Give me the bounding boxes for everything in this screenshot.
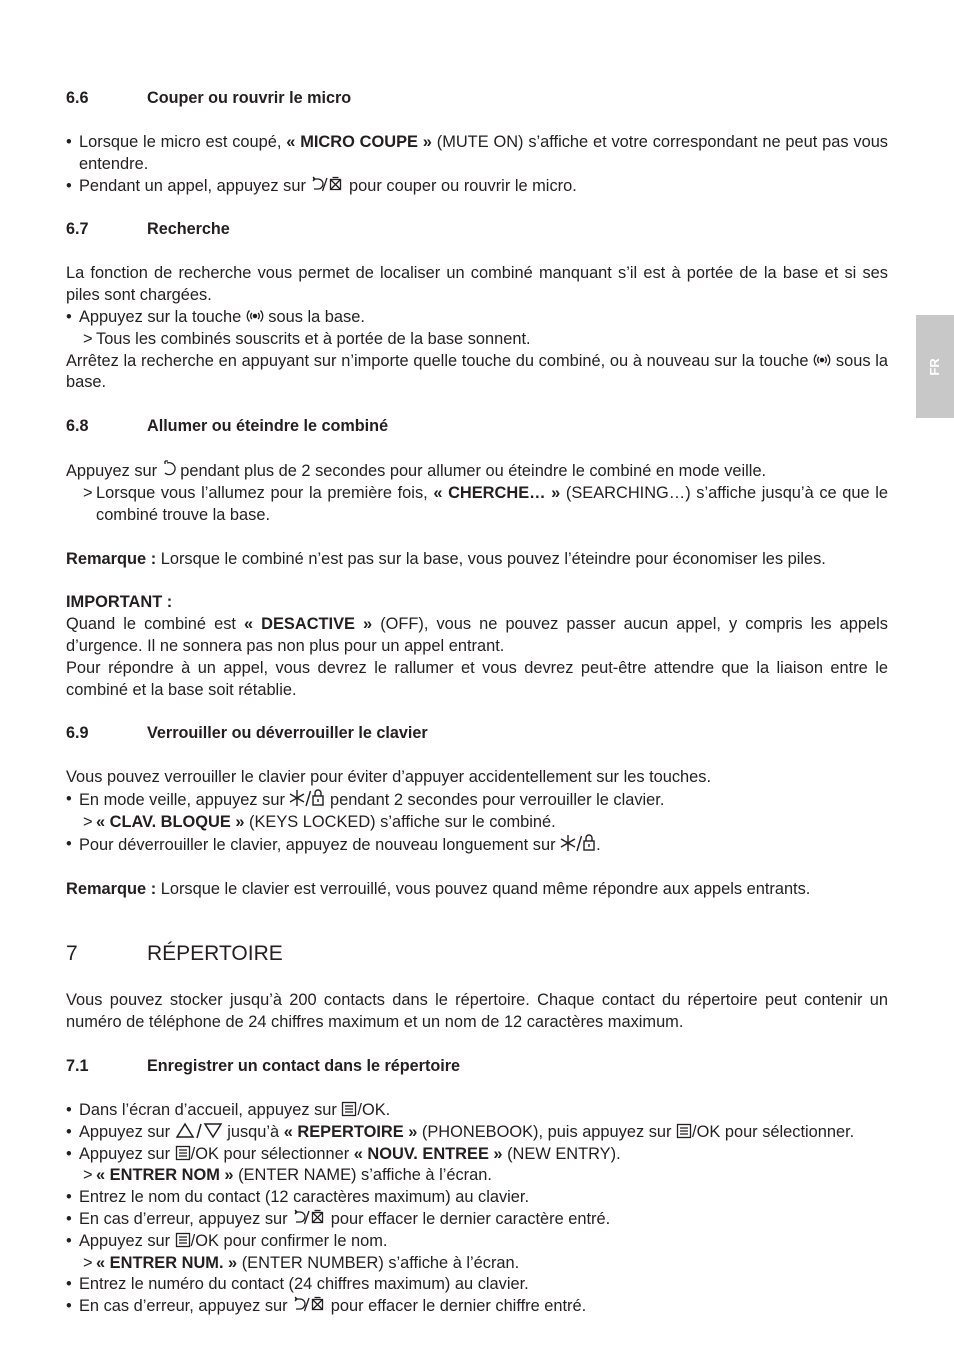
paragraph: La fonction de recherche vous permet de localiser un combiné manquant s’il est à portée de la base et si ses piles sont chargées.	[66, 264, 888, 305]
display-message: « REPERTOIRE »	[283, 1122, 418, 1141]
result-line: > « ENTRER NUM. » (ENTER NUMBER) s’affiche à l’écran.	[83, 1253, 520, 1272]
display-message: « ENTRER NUM. »	[96, 1253, 238, 1272]
bullet-item: • En mode veille, appuyez sur pendant 2 secondes pour verrouiller le clavier.	[66, 790, 665, 810]
section-title: Enregistrer un contact dans le répertoire	[147, 1056, 461, 1075]
display-message: « DESACTIVE »	[244, 615, 373, 634]
menu-ok-key-icon	[175, 1232, 191, 1248]
bullet-item: • Appuyez sur /OK pour sélectionner « NOUV. ENTREE » (NEW ENTRY).	[66, 1144, 621, 1163]
chapter-heading-7: 7 RÉPERTOIRE	[66, 942, 283, 966]
section-heading-6-7: 6.7 Recherche	[66, 219, 888, 241]
display-message: « CLAV. BLOQUE »	[96, 812, 245, 831]
paragraph: Arrêtez la recherche en appuyant sur n’importe quelle touche du combiné, ou à nouveau sur la touche sous la base.	[66, 351, 888, 392]
section-title: Recherche	[147, 220, 230, 239]
paragraph: Pour répondre à un appel, vous devrez le rallumer et vous devrez peut-être attendre que la liaison entre le combiné et la base soit rétablie.	[66, 658, 888, 699]
menu-ok-key-icon	[341, 1101, 357, 1117]
paging-signal-icon	[813, 352, 831, 368]
language-tab	[916, 315, 954, 418]
power-end-key-icon	[162, 460, 176, 478]
bullet-item: • Appuyez sur jusqu’à « REPERTOIRE » (PHONEBOOK), puis appuyez sur /OK pour sélectionner.	[66, 1122, 855, 1141]
section-heading-7-1: 7.1 Enregistrer un contact dans le répertoire	[66, 1056, 888, 1078]
paging-signal-icon	[246, 308, 264, 324]
bullet-item: • Appuyez sur /OK pour confirmer le nom.	[66, 1231, 388, 1250]
bullet-item: • Pendant un appel, appuyez sur pour couper ou rouvrir le micro.	[66, 176, 577, 195]
bullet-item: • Entrez le nom du contact (12 caractères maximum) au clavier.	[66, 1188, 530, 1207]
display-message: « NOUV. ENTREE »	[353, 1144, 503, 1163]
bullet-item: • Lorsque le micro est coupé, « MICRO COUPE » (MUTE ON) s’affiche et votre correspondant ne peut pas vous entendre.	[66, 133, 889, 173]
bullet-item: • Dans l’écran d’accueil, appuyez sur /OK.	[66, 1100, 391, 1119]
menu-ok-key-icon	[175, 1145, 191, 1161]
paragraph: Vous pouvez verrouiller le clavier pour éviter d’appuyer accidentellement sur les touches.	[66, 768, 712, 787]
note: Remarque : Lorsque le combiné n’est pas sur la base, vous pouvez l’éteindre pour économiser les piles.	[66, 549, 826, 568]
bullet-item: • En cas d’erreur, appuyez sur pour effacer le dernier chiffre entré.	[66, 1297, 587, 1316]
back-mute-key-icon	[292, 1209, 326, 1226]
section-heading-6-6	[66, 88, 888, 110]
star-lock-key-icon	[560, 834, 596, 852]
note: Remarque : Lorsque le clavier est verrouillé, vous pouvez quand même répondre aux appels entrants.	[66, 879, 811, 898]
display-message: « MICRO COUPE »	[286, 133, 432, 151]
bullet-item: • Appuyez sur la touche sous la base.	[66, 307, 365, 326]
language-label: FR	[927, 357, 943, 376]
section-title: Allumer ou éteindre le combiné	[147, 417, 389, 436]
note-label: Remarque :	[66, 879, 157, 898]
paragraph: Quand le combiné est « DESACTIVE » (OFF), vous ne pouvez passer aucun appel, y compris les appels d’urgence. Il ne sonnera pas non plus pour un appel entrant.	[66, 615, 888, 655]
section-number: 6.6	[66, 89, 89, 107]
menu-ok-key-icon	[676, 1123, 692, 1139]
display-message: « ENTRER NOM »	[96, 1166, 234, 1185]
result-line: > Lorsque vous l’allumez pour la première fois, « CHERCHE… » (SEARCHING…) s’affiche jusqu’à ce que le combiné trouve la base.	[83, 483, 888, 524]
bullet-item: • Entrez le numéro du contact (24 chiffres maximum) au clavier.	[66, 1275, 529, 1294]
bullet-item: • Pour déverrouiller le clavier, appuyez de nouveau longuement sur .	[66, 834, 601, 854]
section-heading-6-8: 6.8 Allumer ou éteindre le combiné	[66, 416, 888, 438]
paragraph: Appuyez sur pendant plus de 2 secondes pour allumer ou éteindre le combiné en mode veille.	[66, 462, 767, 481]
chapter-title: RÉPERTOIRE	[147, 942, 283, 966]
section-title: Verrouiller ou déverrouiller le clavier	[147, 724, 428, 743]
paragraph: Vous pouvez stocker jusqu’à 200 contacts dans le répertoire. Chaque contact du répertoire peut contenir un numéro de téléphone de 24 chiffres maximum et un nom de 12 caractères maximum.	[66, 991, 888, 1032]
section-heading-6-9: 6.9 Verrouiller ou déverrouiller le clavier	[66, 723, 888, 745]
section-title: Couper ou rouvrir le micro	[147, 89, 352, 107]
result-line: > « ENTRER NOM » (ENTER NAME) s’affiche à l’écran.	[83, 1166, 492, 1185]
star-lock-key-icon	[289, 789, 325, 807]
back-mute-key-icon	[292, 1296, 326, 1313]
result-line: > Tous les combinés souscrits et à portée de la base sonnent.	[83, 329, 531, 348]
back-mute-key-icon	[310, 176, 344, 193]
note-label: Remarque :	[66, 549, 157, 568]
display-message: « CHERCHE… »	[433, 483, 561, 502]
up-down-arrow-icon	[175, 1122, 223, 1139]
manual-page	[66, 88, 888, 1318]
bullet-item: • En cas d’erreur, appuyez sur pour effacer le dernier caractère entré.	[66, 1209, 611, 1228]
important-label: IMPORTANT :	[66, 593, 173, 612]
result-line: > « CLAV. BLOQUE » (KEYS LOCKED) s’affiche sur le combiné.	[83, 812, 556, 831]
